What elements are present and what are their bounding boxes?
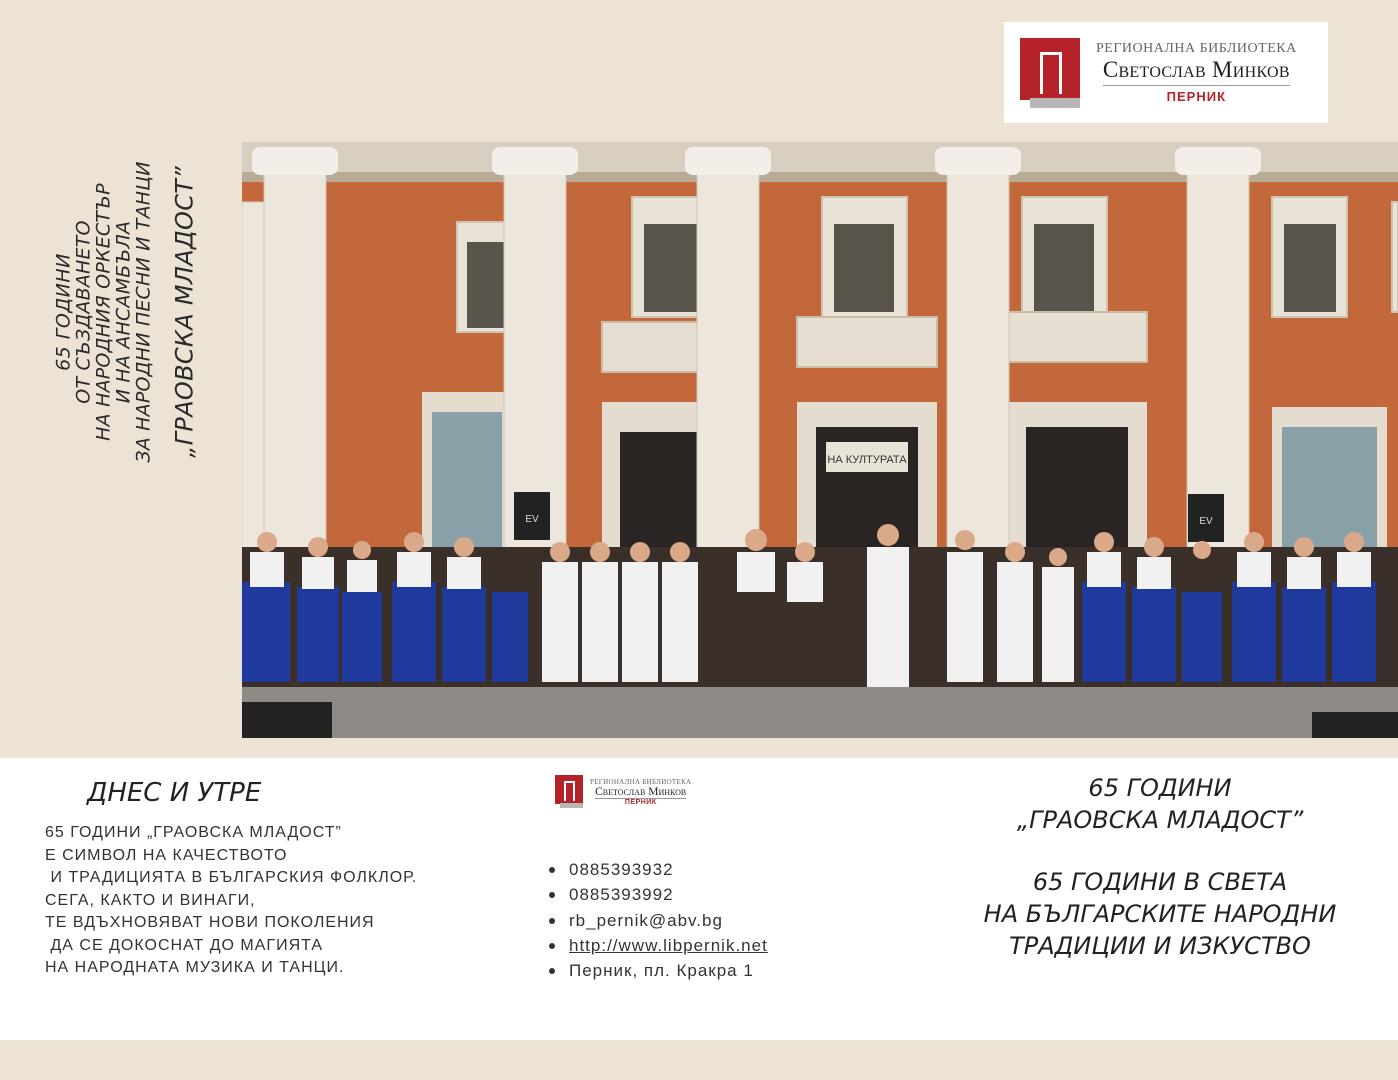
small-library-door-icon xyxy=(555,775,583,809)
section-heading: ДНЕС И УТРЕ xyxy=(87,778,262,808)
small-library-logo xyxy=(555,775,875,809)
contact-website-item xyxy=(547,933,875,958)
vertical-title xyxy=(10,142,242,482)
contact-list xyxy=(547,857,875,983)
contact-address: Перник, пл. Кракра 1 xyxy=(547,958,875,983)
vertical-line-1: 65 ГОДИНИ xyxy=(52,253,75,371)
vertical-line-3: НА НАРОДНИЯ ОРКЕСТЪР xyxy=(92,183,115,441)
contact-phone-1: 0885393932 xyxy=(547,857,875,882)
speaker-label-left: EV xyxy=(525,514,539,525)
vertical-line-5: ЗА НАРОДНИ ПЕСНИ И ТАНЦИ xyxy=(132,161,155,463)
logo-line-1: РЕГИОНАЛНА БИБЛИОТЕКА xyxy=(1096,41,1297,56)
website-link[interactable]: http://www.libpernik.net xyxy=(569,935,768,955)
small-logo-line-1: РЕГИОНАЛНА БИБЛИОТЕКА xyxy=(590,778,692,786)
anniversary-section xyxy=(950,772,1370,962)
anniversary-line-3: 65 ГОДИНИ В СВЕТА xyxy=(1032,868,1288,896)
vertical-line-4: И НА АНСАМБЪЛА xyxy=(112,220,135,404)
library-door-icon xyxy=(1020,38,1080,108)
contact-phone-2: 0885393992 xyxy=(547,882,875,907)
vertical-line-2: ОТ СЪЗДАВАНЕТО xyxy=(72,220,95,404)
today-tomorrow-section xyxy=(45,778,485,980)
section-body: 65 ГОДИНИ „ГРАОВСКА МЛАДОСТ” Е СИМВОЛ НА КАЧЕСТВОТО И ТРАДИЦИЯТА В БЪЛГАРСКИЯ ФОЛКЛОР. СЕГА, КАКТО И ВИНАГИ, ТЕ ВДЪХНОВЯВАТ НОВИ ПОКОЛЕНИЯ ДА СЕ ДОКОСНАТ ДО МАГИЯТА НА НАРОДНАТА МУЗИКА И ТАНЦИ. xyxy=(45,824,418,976)
small-logo-line-3: ПЕРНИК xyxy=(624,799,657,806)
logo-line-2: Светослав Минков xyxy=(1103,57,1290,86)
ensemble-photo xyxy=(242,142,1398,738)
speaker-label-right: EV xyxy=(1199,516,1213,527)
anniversary-line-1: 65 ГОДИНИ xyxy=(1088,774,1232,802)
library-logo xyxy=(1004,22,1328,123)
logo-line-3: ПЕРНИК xyxy=(1166,89,1227,104)
anniversary-line-5: ТРАДИЦИИ И ИЗКУСТВО xyxy=(1009,932,1311,960)
contact-email: rb_pernik@abv.bg xyxy=(547,908,875,933)
small-logo-line-2: Светослав Минков xyxy=(595,786,687,798)
anniversary-line-4: НА БЪЛГАРСКИТЕ НАРОДНИ xyxy=(983,900,1337,928)
library-logo-text xyxy=(1096,41,1297,104)
anniversary-line-2: „ГРАОВСКА МЛАДОСТ” xyxy=(1016,806,1304,834)
footer-strip xyxy=(0,1040,1398,1080)
vertical-line-6: „ГРАОВСКА МЛАДОСТ” xyxy=(170,166,199,458)
building-sign: НА КУЛТУРАТА xyxy=(827,454,907,466)
contacts-section xyxy=(545,775,875,983)
